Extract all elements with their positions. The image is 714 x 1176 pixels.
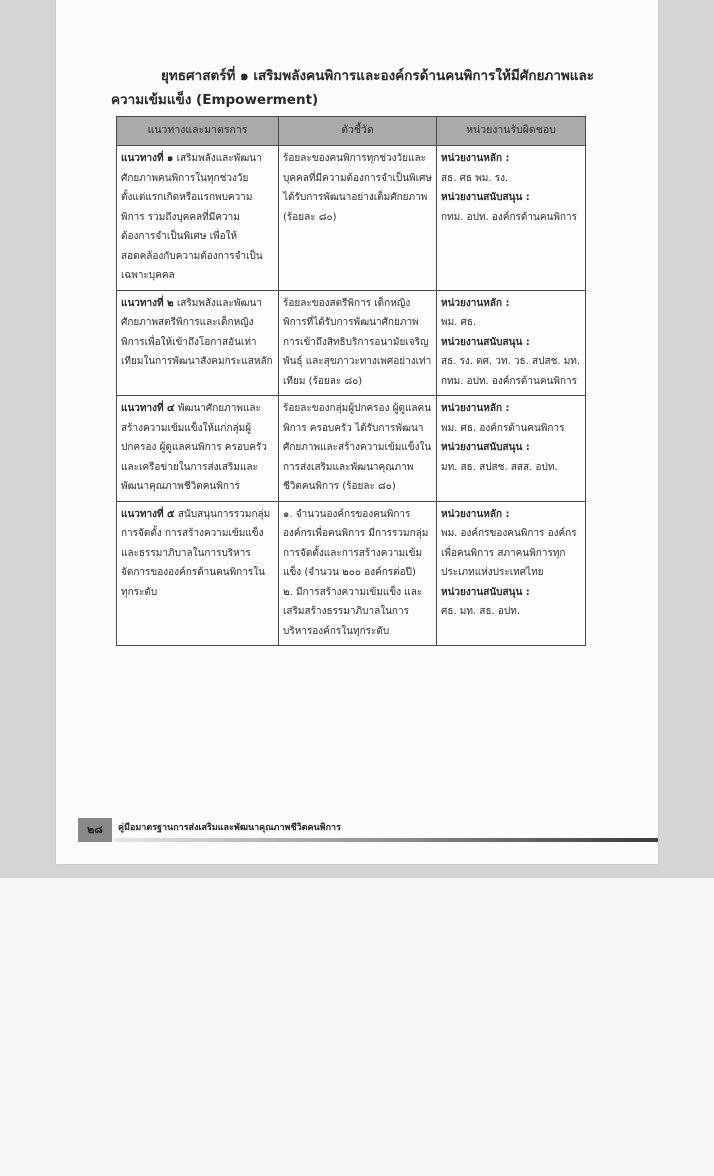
indicator-text: ๑. จำนวนองค์กรของคนพิการ องค์กรเพื่อคนพิการ มีการรวมกลุ่ม การจัดตั้งและการสร้างความเข้มแข็ง (จำนวน ๒๐๐ องค์กรต่อปี)	[283, 508, 429, 578]
approach-text: เสริมพลังและพัฒนาศักยภาพคนพิการในทุกช่วงวัย ตั้งแต่แรกเกิดหรือแรกพบความพิการ รวมถึงบุคคลที่มีความต้องการจำเป็นพิเศษ เพื่อให้สอดคล้องกับความต้องการจำเป็นเฉพาะบุคคล	[121, 153, 263, 281]
support-agency-label: หน่วยงานสนับสนุน :	[441, 442, 530, 453]
strategy-heading-line1: ยุทธศาสตร์ที่ ๑ เสริมพลังคนพิการและองค์กรด้านคนพิการให้มีศักยภาพและ	[161, 68, 595, 84]
approach-text: สนับสนุนการรวมกลุ่ม การจัดตั้ง การสร้างความเข้มแข็ง และธรรมาภิบาลในการบริหารจัดการขององค์กรด้านคนพิการในทุกระดับ	[121, 508, 271, 598]
main-agency-text: พม. ศธ. องค์กรด้านคนพิการ	[441, 422, 565, 434]
main-agency-label: หน่วยงานหลัก :	[441, 403, 510, 414]
approach-text: เสริมพลังและพัฒนาศักยภาพสตรีพิการและเด็กหญิงพิการเพื่อให้เข้าถึงโอกาสอันเท่าเทียมในการพัฒนาสังคมกระแสหลัก	[121, 297, 273, 367]
support-agency-text: มท. สธ. สปสช. สสส. อปท.	[441, 461, 558, 473]
footer-rule	[114, 838, 658, 842]
agency-cell	[437, 396, 586, 502]
strategy-table	[116, 116, 586, 646]
approach-text: พัฒนาศักยภาพและสร้างความเข้มแข็งให้แก่กลุ่มผู้ปกครอง ผู้ดูแลคนพิการ ครอบครัวและเครือข่ายในการส่งเสริมและพัฒนาคุณภาพชีวิตคนพิการ	[121, 403, 267, 492]
support-agency-text: กทม. อปท. องค์กรด้านคนพิการ	[441, 211, 578, 223]
indicator-cell	[279, 146, 437, 291]
main-agency-text: พม. ศธ.	[441, 317, 477, 328]
main-agency-label: หน่วยงานหลัก :	[441, 297, 510, 309]
header-agency: หน่วยงานรับผิดชอบ	[437, 117, 586, 146]
main-agency-text: พม. องค์กรของคนพิการ องค์กรเพื่อคนพิการ สภาคนพิการทุกประเภทแห่งประเทศไทย	[441, 528, 577, 578]
main-agency-label: หน่วยงานหลัก :	[441, 508, 510, 520]
agency-cell	[437, 146, 586, 291]
approach-lead: แนวทางที่ ๕	[121, 508, 175, 520]
table-header-row	[117, 117, 586, 146]
approach-cell	[117, 146, 279, 291]
support-agency-text: สธ. รง. ดศ. วท. วธ. สปสช. มท. กทม. อปท. องค์กรด้านคนพิการ	[441, 356, 581, 387]
strategy-heading-line2: ความเข้มแข็ง (Empowerment)	[111, 92, 319, 108]
strategy-heading	[111, 64, 641, 112]
approach-cell	[117, 501, 279, 646]
footer-title: คู่มือมาตรฐานการส่งเสริมและพัฒนาคุณภาพชีวิตคนพิการ	[118, 823, 341, 833]
approach-lead: แนวทางที่ ๔	[121, 403, 175, 414]
indicator-text-2: ๒. มีการสร้างความเข้มแข็ง และเสริมสร้างธรรมาภิบาลในการบริหารองค์กรในทุกระดับ	[283, 586, 423, 637]
main-agency-label: หน่วยงานหลัก :	[441, 153, 510, 164]
approach-lead: แนวทางที่ ๒	[121, 297, 174, 309]
indicator-text: ร้อยละของกลุ่มผู้ปกครอง ผู้ดูแลคนพิการ ครอบครัว ได้รับการพัฒนาศักยภาพและสร้างความเข้มแข็งในการส่งเสริมและพัฒนาคุณภาพชีวิตคนพิการ (ร้อยละ ๘๐)	[283, 403, 432, 492]
page-number: ๒๘	[78, 818, 112, 842]
support-agency-text: ศธ. มท. สธ. อปท.	[441, 606, 521, 617]
support-agency-label: หน่วยงานสนับสนุน :	[441, 336, 530, 348]
agency-cell	[437, 290, 586, 396]
indicator-cell	[279, 501, 437, 646]
approach-cell	[117, 290, 279, 396]
table-row	[117, 396, 586, 502]
indicator-text: ร้อยละของคนพิการทุกช่วงวัยและบุคคลที่มีความต้องการจำเป็นพิเศษได้รับการพัฒนาอย่างเต็มศักยภาพ (ร้อยละ ๘๐)	[283, 153, 432, 223]
indicator-cell	[279, 396, 437, 502]
table-row	[117, 290, 586, 396]
header-indicator: ตัวชี้วัด	[279, 117, 437, 146]
approach-cell	[117, 396, 279, 502]
table-row	[117, 146, 586, 291]
header-approach: แนวทางและมาตรการ	[117, 117, 279, 146]
table-row	[117, 501, 586, 646]
support-agency-label: หน่วยงานสนับสนุน :	[441, 586, 530, 598]
main-agency-text: สธ. ศธ พม. รง.	[441, 172, 509, 184]
indicator-cell	[279, 290, 437, 396]
document-page	[56, 0, 658, 864]
agency-cell	[437, 501, 586, 646]
indicator-text: ร้อยละของสตรีพิการ เด็กหญิงพิการที่ได้รับการพัฒนาศักยภาพ การเข้าถึงสิทธิบริการอนามัยเจริญพันธุ์ และสุขภาวะทางเพศอย่างเท่าเทียม (ร้อยละ ๘๐)	[283, 297, 432, 387]
approach-lead: แนวทางที่ ๑	[121, 153, 174, 164]
support-agency-label: หน่วยงานสนับสนุน :	[441, 192, 530, 203]
